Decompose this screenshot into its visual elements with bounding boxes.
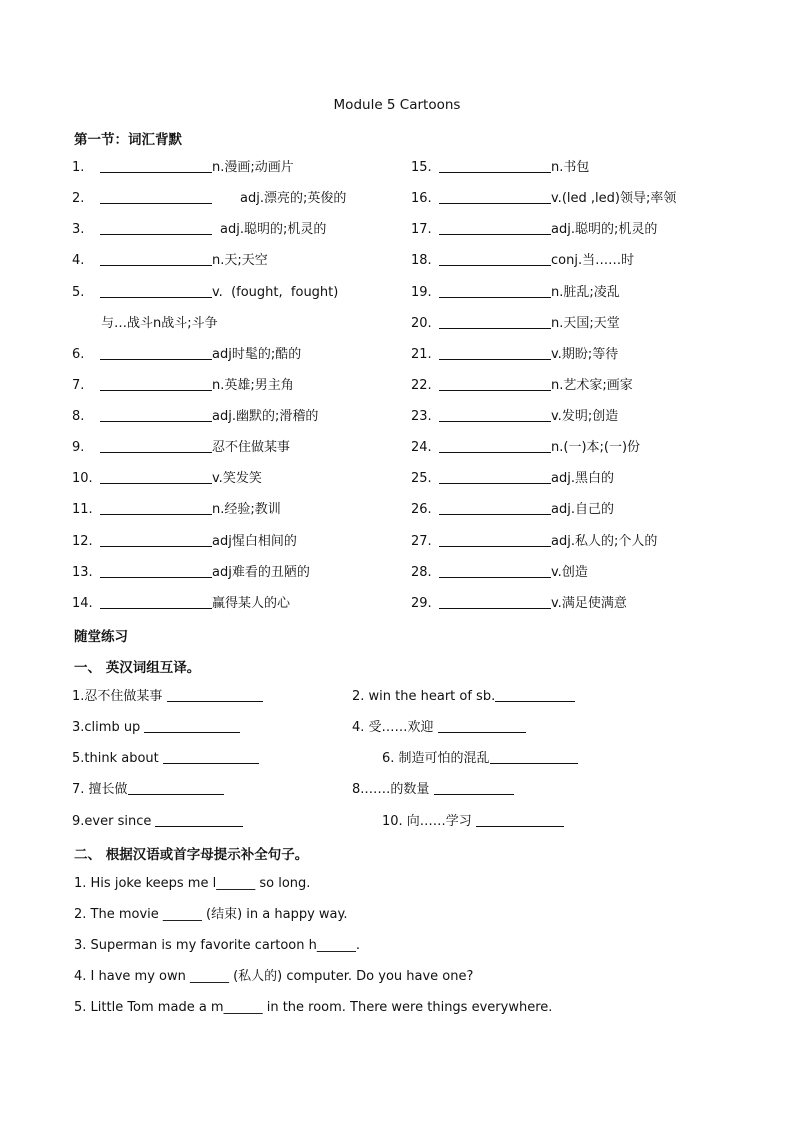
vocab-item: 4. n.天;天空 [72,253,268,268]
vocab-item: 18. conj.当……时 [411,253,635,268]
phrase-item: 5.think about [72,749,259,769]
sentence-item[interactable]: 5. Little Tom made a m______ in the room. There were things everywhere. [74,1000,553,1015]
sentence-item[interactable]: 3. Superman is my favorite cartoon h______. [74,938,360,953]
sentence-item[interactable]: 2. The movie ______ (结束) in a happy way. [74,907,348,922]
answer-blank[interactable] [439,407,551,422]
answer-blank[interactable] [167,687,263,702]
answer-blank[interactable] [439,220,551,235]
vocab-item: 14. 赢得某人的心 [72,596,291,611]
vocab-item: 15. n.书包 [411,160,590,175]
answer-blank[interactable] [100,469,212,484]
answer-blank[interactable] [100,376,212,391]
answer-blank[interactable] [495,687,575,702]
answer-blank[interactable] [439,345,551,360]
vocab-item: 10. v.笑发笑 [72,471,262,486]
answer-blank[interactable] [439,594,551,609]
section-heading-vocabulary: 第一节：词汇背默 [74,132,182,148]
answer-blank[interactable] [100,158,212,173]
vocab-item: 27. adj.私人的;个人的 [411,534,658,549]
answer-blank[interactable] [434,780,514,795]
vocab-item: 11. n.经验;教训 [72,502,281,517]
answer-blank[interactable] [100,500,212,515]
answer-blank[interactable] [128,780,224,795]
vocab-item: 7. n.英雄;男主角 [72,378,294,393]
vocab-item: 23. v.发明;创造 [411,409,619,424]
vocab-item: 20. n.天国;天堂 [411,316,620,331]
answer-blank[interactable] [439,376,551,391]
answer-blank[interactable] [100,563,212,578]
vocab-item: 22. n.艺术家;画家 [411,378,633,393]
answer-blank[interactable] [439,283,551,298]
answer-blank[interactable] [439,251,551,266]
answer-blank[interactable] [100,438,212,453]
phrase-item: 2. win the heart of sb. [352,687,575,707]
vocab-item: 13. adj难看的丑陋的 [72,565,310,580]
answer-blank[interactable] [100,345,212,360]
answer-blank[interactable] [476,812,564,827]
vocab-item: 3. adj.聪明的;机灵的 [72,222,327,237]
answer-blank[interactable] [439,500,551,515]
answer-blank[interactable] [490,749,578,764]
answer-blank[interactable] [438,718,526,733]
answer-blank[interactable] [144,718,240,733]
vocab-item: 16. v.(led ,led)领导;率领 [411,191,677,206]
vocab-item: 8. adj.幽默的;滑稽的 [72,409,319,424]
sentence-item[interactable]: 1. His joke keeps me l______ so long. [74,876,311,891]
answer-blank[interactable] [100,532,212,547]
section-heading-practice: 随堂练习 [74,629,128,645]
vocab-item: 1. n.漫画;动画片 [72,160,294,175]
vocab-item: 2. adj.漂亮的;英俊的 [72,191,347,206]
phrase-item: 3.climb up [72,718,240,738]
phrase-item: 10. 向……学习 [382,812,564,832]
vocab-item: 24. n.(一)本;(一)份 [411,440,641,455]
answer-blank[interactable] [439,438,551,453]
vocab-item-continuation: 与…战斗n战斗;斗争 [101,316,218,331]
sentence-item[interactable]: 4. I have my own ______ (私人的) computer. Do you have one? [74,969,474,984]
phrase-item: 6. 制造可怕的混乱 [382,749,578,769]
answer-blank[interactable] [100,594,212,609]
phrase-item: 9.ever since [72,812,243,832]
phrase-item: 4. 受……欢迎 [352,718,526,738]
vocab-item: 25. adj.黑白的 [411,471,614,486]
answer-blank[interactable] [100,189,212,204]
answer-blank[interactable] [163,749,259,764]
vocab-item: 17. adj.聪明的;机灵的 [411,222,658,237]
vocab-item: 29. v.满足使满意 [411,596,627,611]
answer-blank[interactable] [439,189,551,204]
phrase-item: 7. 擅长做 [72,780,224,800]
answer-blank[interactable] [439,532,551,547]
vocab-item: 6. adj时髦的;酷的 [72,347,302,362]
vocab-item: 9. 忍不住做某事 [72,440,291,455]
part-heading-translation: 一、 英汉词组互译。 [74,660,201,676]
answer-blank[interactable] [439,158,551,173]
answer-blank[interactable] [100,283,212,298]
answer-blank[interactable] [100,220,212,235]
part-heading-sentences: 二、 根据汉语或首字母提示补全句子。 [74,847,309,863]
vocab-item: 12. adj惺白相间的 [72,534,297,549]
answer-blank[interactable] [439,314,551,329]
vocab-item: 28. v.创造 [411,565,588,580]
answer-blank[interactable] [100,407,212,422]
vocab-item: 5. v. (fought, fought) [72,285,339,300]
vocab-item: 21. v.期盼;等待 [411,347,619,362]
phrase-item: 8.……的数量 [352,780,514,800]
answer-blank[interactable] [100,251,212,266]
vocab-item: 26. adj.自己的 [411,502,614,517]
page-title: Module 5 Cartoons [333,97,461,113]
answer-blank[interactable] [439,469,551,484]
answer-blank[interactable] [439,563,551,578]
vocab-item: 19. n.脏乱;凌乱 [411,285,620,300]
answer-blank[interactable] [155,812,243,827]
phrase-item: 1.忍不住做某事 [72,687,263,707]
